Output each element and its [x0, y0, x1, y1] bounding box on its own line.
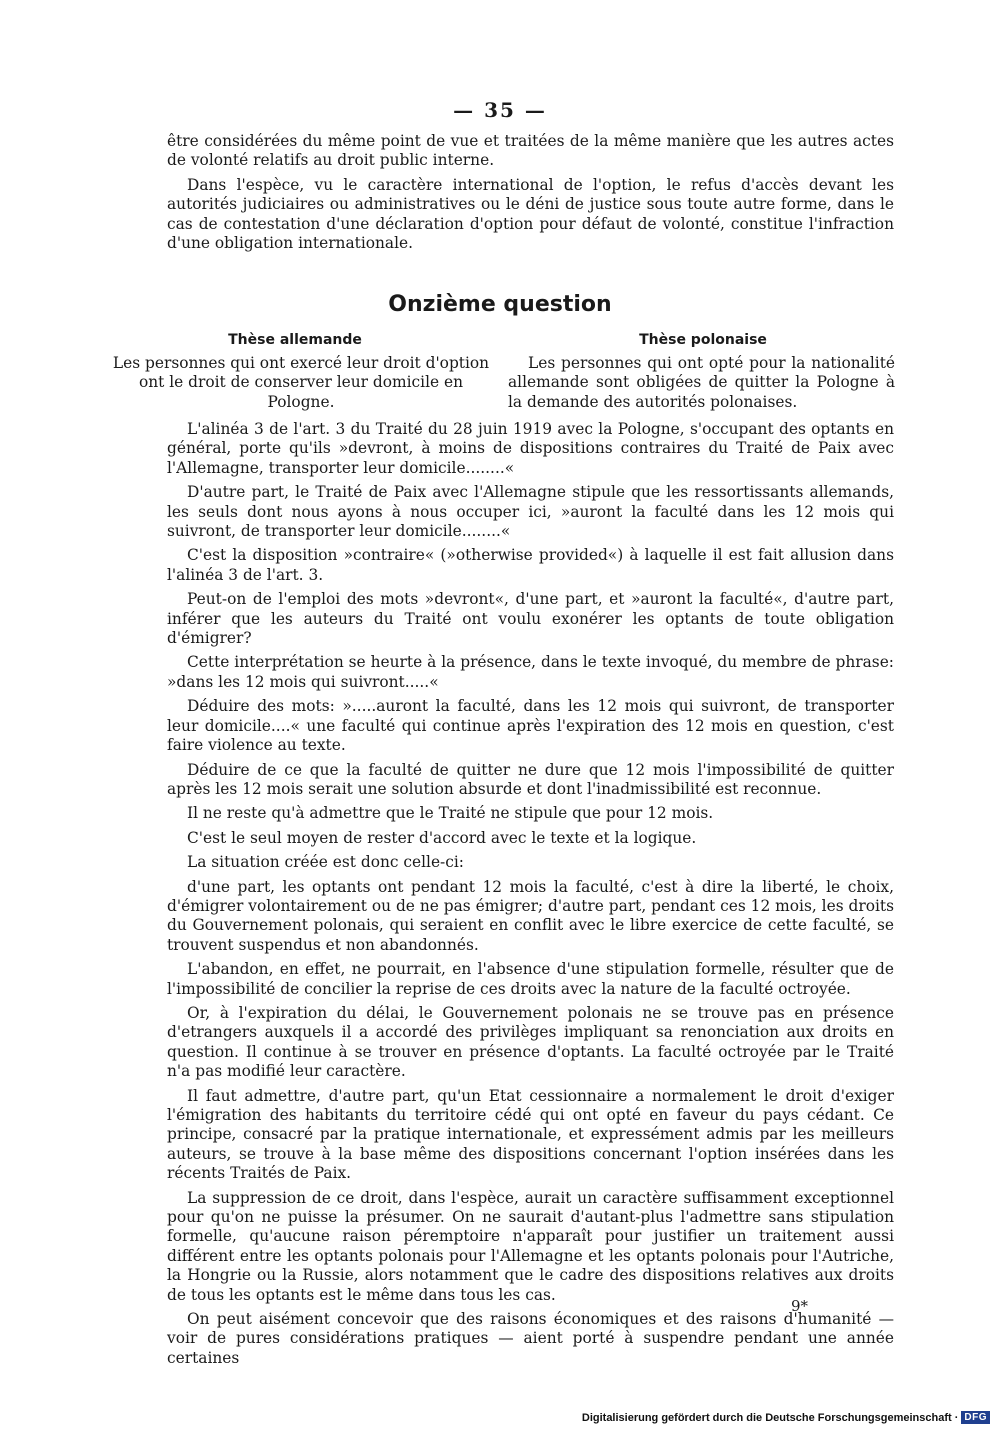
paragraph: La suppression de ce droit, dans l'espèce, aurait un caractère suffisamment exceptionnel pour qu'on ne puisse la présumer. On ne saurait d'autant-plus l'admettre sans stipulation formelle, qu'aucune raison péremptoire n'apparaît pour justifier un traitement aussi différent entre les optants polonais pour l'Allemagne et les optants polonais pour l'Autriche, la Hongrie ou la Russie, alors notamment que le cadre des dispositions relatives aux droits de tous les optants est le même dans tous les cas.	[167, 1188, 894, 1304]
printer-signature-mark: 9*	[791, 1297, 809, 1315]
paragraph: Déduire des mots: ».....auront la faculté, dans les 12 mois qui suivront, de transporter leur domicile....« une faculté qui continue après l'expiration des 12 mois en question, c'est faire violence au texte.	[167, 697, 894, 755]
paragraph: D'autre part, le Traité de Paix avec l'Allemagne stipule que les ressortissants allemands, les seuls dont nous ayons à nous occuper ici, »auront la faculté dans les 12 mois qui suivront, de transporter leur domicile........«	[167, 483, 894, 541]
polish-thesis-text	[508, 354, 895, 412]
paragraph: C'est la disposition »contraire« (»otherwise provided«) à laquelle il est fait allusion dans l'alinéa 3 de l'art. 3.	[167, 546, 894, 584]
paragraph: L'alinéa 3 de l'art. 3 du Traité du 28 juin 1919 avec la Pologne, s'occupant des optants en général, porte qu'ils »devront, à moins de dispositions contraires du Traité de Paix avec l'Allemagne, transporter leur domicile........«	[167, 420, 894, 477]
polish-thesis-content: Les personnes qui ont opté pour la nationalité allemande sont obligées de quitter la Pologne à la demande des autorités polonaises.	[508, 354, 895, 411]
paragraph: Déduire de ce que la faculté de quitter ne dure que 12 mois l'impossibilité de quitter après les 12 mois serait une solution absurde et dont l'inadmissibilité est reconnue.	[167, 760, 894, 798]
paragraph: On peut aisément concevoir que des raisons économiques et des raisons d'humanité — voir de pures considérations pratiques — aient porté à suspendre pendant une année certaines	[167, 1310, 894, 1367]
page-number: — 35 —	[453, 98, 547, 122]
german-thesis-heading: Thèse allemande	[228, 332, 362, 348]
paragraph: d'une part, les optants ont pendant 12 mois la faculté, c'est à dire la liberté, le choix, d'émigrer volontairement ou de ne pas émigrer; d'autre part, pendant ces 12 mois, les droits du Gouvernement polonais, qui seraient en conflit avec le libre exercice de cette faculté, se trouvent suspendus et non abandonnés.	[167, 877, 894, 954]
section-title: Onzième question	[388, 292, 612, 317]
intro-text	[167, 132, 894, 258]
footer-text: Digitalisierung gefördert durch die Deutsche Forschungsgemeinschaft ·	[581, 1411, 959, 1424]
polish-thesis-heading: Thèse polonaise	[639, 332, 767, 348]
main-text	[167, 420, 894, 1373]
footer-credit	[582, 1411, 990, 1424]
paragraph: Peut-on de l'emploi des mots »devront«, d'une part, et »auront la faculté«, d'autre part, inférer que les auteurs du Traité ont voulu exonérer les optants de toute obligation d'émigrer?	[167, 590, 894, 648]
paragraph: Dans l'espèce, vu le caractère international de l'option, le refus d'accès devant les autorités judiciaires ou administratives ou le déni de justice sous toute autre forme, dans le cas de contestation d'une déclaration d'option pour défaut de volonté, constitue l'infraction d'une obligation internationale.	[167, 175, 894, 253]
german-thesis-text: Les personnes qui ont exercé leur droit d'option ont le droit de conserver leur domicile en Pologne.	[112, 354, 490, 411]
dfg-logo-icon: DFG	[961, 1411, 990, 1424]
paragraph: L'abandon, en effet, ne pourrait, en l'absence d'une stipulation formelle, résulter que de l'impossibilité de concilier la reprise de ces droits avec la nature de la faculté octroyée.	[167, 960, 894, 998]
paragraph: Or, à l'expiration du délai, le Gouvernement polonais ne se trouve pas en présence d'etrangers auxquels il a accordé des privilèges impliquant sa renonciation aux droits en question. Il continue à se trouver en présence d'optants. La faculté octroyée par le Traité n'a pas modifié leur caractère.	[167, 1003, 894, 1081]
paragraph: être considérées du même point de vue et traitées de la même manière que les autres actes de volonté relatifs au droit public interne.	[167, 132, 894, 170]
paragraph: Il ne reste qu'à admettre que le Traité ne stipule que pour 12 mois.	[187, 804, 714, 823]
paragraph: La situation créée est donc celle-ci:	[187, 853, 464, 872]
paragraph: Cette interprétation se heurte à la présence, dans le texte invoqué, du membre de phrase: »dans les 12 mois qui suivront.....«	[167, 653, 894, 691]
paragraph: C'est le seul moyen de rester d'accord avec le texte et la logique.	[187, 828, 697, 847]
paragraph: Il faut admettre, d'autre part, qu'un Etat cessionnaire a normalement le droit d'exiger l'émigration des habitants du territoire cédé qui ont opté en faveur du pays cédant. Ce principe, consacré par la pratique internationale, et expressément admis par les meilleurs auteurs, se trouve à la base même des dispositions concernant l'option insérées dans les récents Traités de Paix.	[167, 1086, 894, 1183]
